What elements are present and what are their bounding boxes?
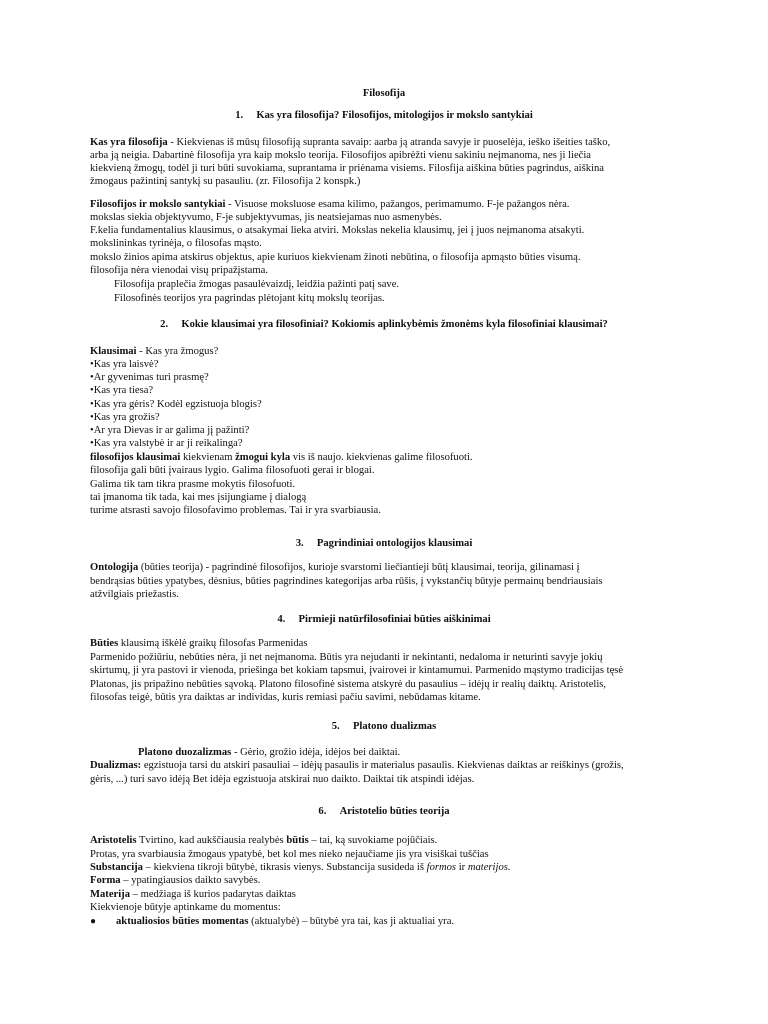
para-line: filosofija nėra vienodai visų pripažįstama. [90,265,268,276]
heading-3: 3. Pagrindiniai ontologijos klausimai [295,538,473,549]
para-line: Parmenido požiūriu, nebūties nėra, ji net neįmanoma. Būtis yra nejudanti ir nekintanti, nedaloma ir neturinti savyje jokių [90,652,603,663]
para-line: gėris, ...) turi savo idėją Bet idėja egzistuoja atskirai nuo daikto. Daiktai tik atspindi idėjas. [90,774,475,785]
heading-2: 2. Kokie klausimai yra filosofiniai? Kokiomis aplinkybėmis žmonėms kyla filosofiniai klausimai? [160,319,608,330]
list-item: •Kas yra valstybė ir ar ji reikalinga? [90,438,243,449]
para-line: Filosofija praplečia žmogas pasaulėvaizdį, leidžia pažinti patį save. [114,279,400,290]
para-line: skirtumų, ji yra pastovi ir vienoda, priešinga bet kokiam tapsmui, įvairovei ir kintamumui. Parmenido mąstymo tradicijas tęsė [90,665,624,676]
para-line: Protas, yra svarbiausia žmogaus ypatybė, bet kol mes nieko nejaučiame jis yra visiškai tuščias [90,849,489,860]
para-line: Kiekvienoje būtyje aptinkame du momentus: [90,902,281,913]
heading-5: 5. Platono dualizmas [331,721,437,732]
heading-6: 6. Aristotelio būties teorija [318,806,450,817]
para-line: Platono duozalizmas - Gėrio, grožio idėja, idėjos bei daiktai. [138,747,401,758]
para-line: Aristotelis Tvirtino, kad aukščiausia realybės būtis – tai, ką suvokiame pojūčiais. [90,835,438,846]
list-item: •Kas yra laisvė? [90,359,159,370]
page-title: Filosofija [362,88,406,99]
para-line: turime atsrasti savojo filosofavimo problemas. Tai ir yra svarbiausia. [90,505,381,516]
term: Kas yra filosofija [90,137,168,148]
para-line: filosofijos klausimai kiekvienam žmogui kyla vis iš naujo. kiekvienas galime filosofuoti. [90,452,473,463]
para-line: mokslas siekia objektyvumo, F-je subjektyvumas, jis neatsiejamas nuo asmenybės. [90,212,442,223]
list-item: •Kas yra grožis? [90,412,160,423]
para-line: Ontologija (būties teorija) - pagrindinė filosofijos, kurioje svarstomi liečiantieji būtį klausimai, teorija, gilinamasi į [90,562,580,573]
para-line: mokslo žinios apima atskirus objektus, apie kuriuos kiekvienam žinoti nebūtina, o filosofija apmąsto būties visumą. [90,252,581,263]
para-line: žmogaus pažintinį santykį su pasauliu. (zr. Filosofija 2 konspk.) [90,176,361,187]
para-line: Materija – medžiaga iš kurios padarytas daiktas [90,889,296,900]
para-line: tai įmanoma tik tada, kai mes įsijungiame į dialogą [90,492,307,503]
para-line: Kas yra filosofija - Kiekvienas iš mūsų filosofiją supranta savaip: aarba ją atranda savyje ir puoselėja, ieško išeities taško, [90,137,611,148]
para-line: filosofija gali būti įvairaus lygio. Galima filosofuoti gerai ir blogai. [90,465,375,476]
list-item: •Ar gyvenimas turi prasmę? [90,372,209,383]
list-item: •Kas yra tiesa? [90,385,154,396]
para-line: Dualizmas: egzistuoja tarsi du atskiri pasauliai – idėjų pasaulis ir materialus pasaulis. Kiekvienas daiktas ar reiškinys (grožis, [90,760,624,771]
list-item: •Kas yra gėris? Kodėl egzistuoja blogis? [90,399,262,410]
para-line: Galima tik tam tikra prasme mokytis filosofuoti. [90,479,296,490]
para-line: Substancija – kiekviena tikroji būtybė, tikrasis vienys. Substancija susideda iš formos ir materijos. [90,862,511,873]
para-line: kiekvieną žmogų, todėl ji turi būti suvokiama, suprantama ir priėnama visiems. Filosfija aiškina būties pagrindus, aiškina [90,163,604,174]
bullet-icon: ● [90,916,97,927]
para-line: Filosofijos ir mokslo santykiai - Visuose moksluose esama kilimo, pažangos, perimamumo. F-je pažangos nėra. [90,199,570,210]
list-item: •Ar yra Dievas ir ar galima jį pažinti? [90,425,250,436]
term: Filosofijos ir mokslo santykiai [90,199,226,210]
para-line: arba ją neigia. Dabartinė filosofija yra kaip mokslo teorija. Filosofijos apibrėžti vienu sakiniu neįmanoma, nes ji liečia [90,150,591,161]
para-line: atžvilgiais priežastis. [90,589,179,600]
term: Klausimai [90,346,137,357]
para-line: bendrąsias būties ypatybes, dėsnius, būties pagrindines kategorijas arba rūšis, į vykstančių būtyje permainų bendriausiais [90,576,603,587]
para-line: Forma – ypatingiausios daikto savybės. [90,875,261,886]
para-line: Platonas, jis pripažino nebūties sąvoką. Platono filosofinė sistema atskyrė du pasaulius – idėjų ir realių daiktų. Aristotelis, [90,679,607,690]
para-line: aktualiosios būties momentas (aktualybė) – būtybė yra tai, kas ji aktualiai yra. [116,916,455,927]
para-line: F.kelia fundamentalius klausimus, o atsakymai lieka atviri. Mokslas nekelia klausimų, jei į juos neįmanoma atsakyti. [90,225,585,236]
para-line: Klausimai - Kas yra žmogus? [90,346,219,357]
para-line: Būties klausimą iškėlė graikų filosofas Parmenidas [90,638,308,649]
heading-1: 1. Kas yra filosofija? Filosofijos, mitologijos ir mokslo santykiai [235,110,533,121]
para-line: mokslininkas tyrinėja, o filosofas mąsto. [90,238,262,249]
para-line: filosofas teigė, būtis yra daiktas ar individas, kuris remiasi pačiu savimi, nebūdamas kitame. [90,692,481,703]
heading-4: 4. Pirmieji natūrfilosofiniai būties aiškinimai [277,614,491,625]
para-line: Filosofinės teorijos yra pagrindas plėtojant kitų mokslų teorijas. [114,293,385,304]
